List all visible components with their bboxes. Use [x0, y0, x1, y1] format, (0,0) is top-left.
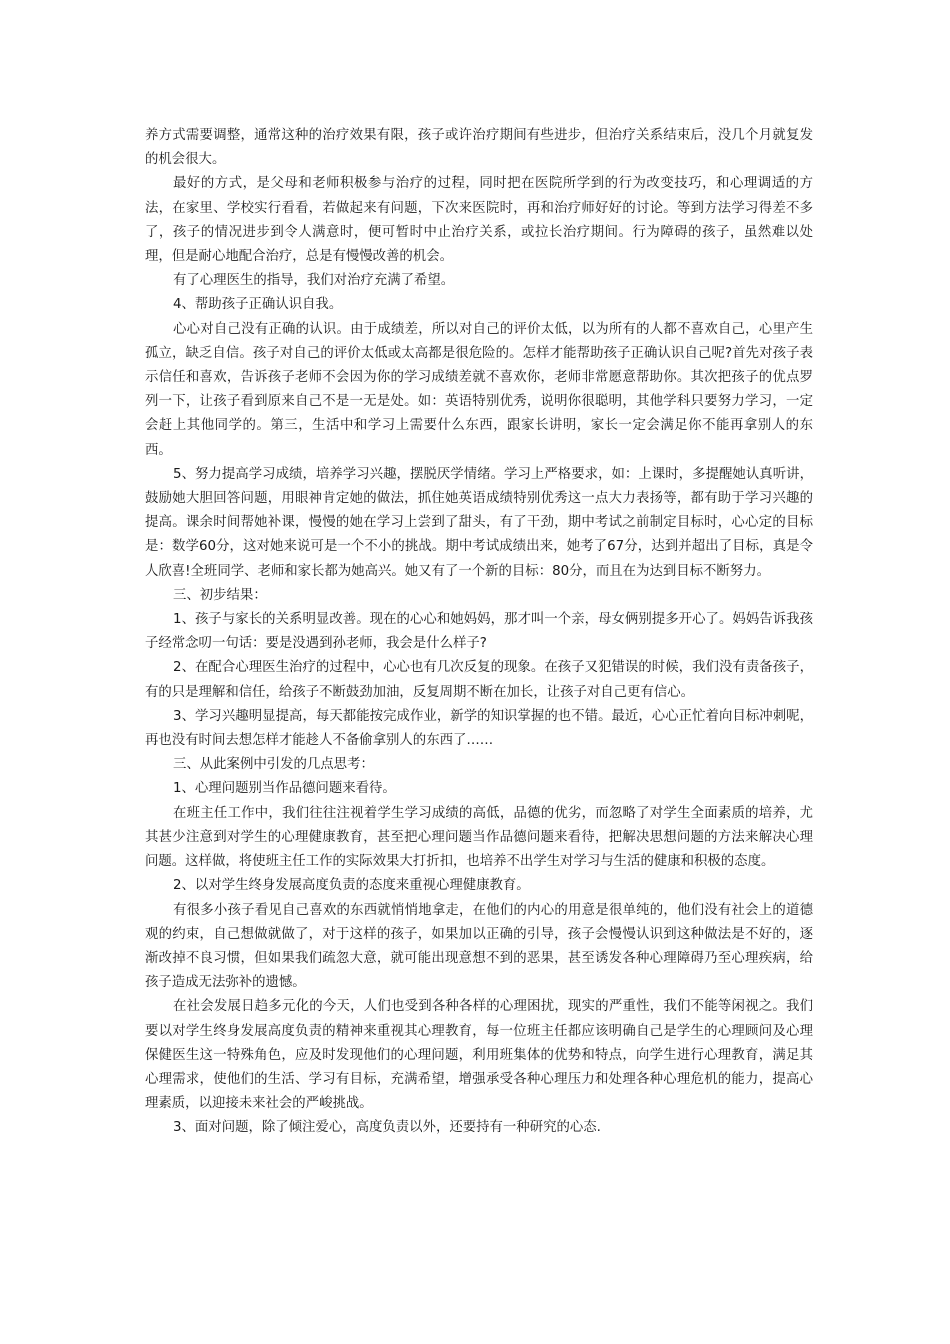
paragraph-continuation: 养方式需要调整，通常这种的治疗效果有限，孩子或许治疗期间有些进步，但治疗关系结束后，没几个月就复发的机会很大。 — [145, 128, 813, 168]
paragraph-self-recognition: 心心对自己没有正确的认识。由于成绩差，所以对自己的评价太低，以为所有的人都不喜欢自己，心里产生孤立，缺乏自信。孩子对自己的评价太低或太高都是很危险的。怎样才能帮助孩子正确认识自己呢?首先对孩子表示信任和喜欢，告诉孩子老师不会因为你的学习成绩差就不喜欢你，老师非常愿意帮助你。其次把孩子的优点罗列一下，让孩子看到原来自己不是一无是处。如：英语特别优秀，说明你很聪明，其他学科只要努力学习，一定会赶上其他同学的。第三，生活中和学习上需要什么东西，跟家长讲明，家长一定会满足你不能再拿别人的东西。 — [145, 321, 813, 458]
paragraph-reflection-1: 在班主任工作中，我们往往注视着学生学习成绩的高低，品德的优劣，而忽略了对学生全面素质的培养，尤其甚少注意到对学生的心理健康教育，甚至把心理问题当作品德问题来看待，把解决思想问题的方法来解决心理问题。这样做，将使班主任工作的实际效果大打折扣，也培养不出学生对学习与生活的健康和积极的态度。 — [145, 805, 813, 870]
paragraph-reflection-2b: 在社会发展日趋多元化的今天，人们也受到各种各样的心理困扰，现实的严重性，我们不能等闲视之。我们要以对学生终身发展高度负责的精神来重视其心理教育，每一位班主任都应该明确自己是学生的心理顾问及心理保健医生这一特殊角色，应及时发现他们的心理问题，利用班集体的优势和特点，向学生进行心理教育，满足其心理需求，使他们的生活、学习有目标，充满希望，增强承受各种心理压力和处理各种心理危机的能力，提高心理素质，以迎接未来社会的严峻挑战。 — [145, 999, 813, 1112]
paragraph-result-3: 3、学习兴趣明显提高，每天都能按完成作业，新学的知识掌握的也不错。最近，心心正忙着向目标冲刺呢，再也没有时间去想怎样才能趁人不备偷拿别人的东西了…… — [145, 708, 813, 749]
paragraph-hope: 有了心理医生的指导，我们对治疗充满了希望。 — [173, 273, 455, 289]
paragraph-result-1: 1、孩子与家长的关系明显改善。现在的心心和她妈妈，那才叫一个亲，母女俩别提多开心了。妈妈告诉我孩子经常念叨一句话：要是没遇到孙老师，我会是什么样子? — [145, 612, 813, 652]
document-body — [145, 124, 813, 1141]
heading-preliminary-results: 三、初步结果： — [173, 587, 267, 603]
paragraph-step-5: 5、努力提高学习成绩，培养学习兴趣，摆脱厌学情绪。学习上严格要求，如：上课时，多提醒她认真听讲，鼓励她大胆回答问题，用眼神肯定她的做法，抓住她英语成绩特别优秀这一点大力表扬等，都有助于学习兴趣的提高。课余时间帮她补课，慢慢的她在学习上尝到了甜头，有了干劲，期中考试之前制定目标时，心心定的目标是：数学60分，这对她来说可是一个不小的挑战。期中考试成绩出来，她考了67分，达到并超出了目标，真是令人欣喜!全班同学、老师和家长都为她高兴。她又有了一个新的目标：80分，而且在为达到目标不断努力。 — [145, 466, 813, 579]
heading-step-4: 4、帮助孩子正确认识自我。 — [173, 297, 343, 313]
heading-reflection-1: 1、心理问题别当作品德问题来看待。 — [173, 781, 396, 797]
heading-reflection-3: 3、面对问题，除了倾注爱心，高度负责以外，还要持有一种研究的心态. — [173, 1120, 601, 1136]
heading-reflection-2: 2、以对学生终身发展高度负责的态度来重视心理健康教育。 — [173, 878, 530, 894]
paragraph-result-2: 2、在配合心理医生治疗的过程中，心心也有几次反复的现象。在孩子又犯错误的时候，我们没有责备孩子，有的只是理解和信任，给孩子不断鼓劲加油，反复周期不断在加长，让孩子对自己更有信心。 — [145, 660, 813, 700]
heading-reflections: 三、从此案例中引发的几点思考： — [173, 757, 374, 773]
paragraph-best-approach: 最好的方式，是父母和老师积极参与治疗的过程，同时把在医院所学到的行为改变技巧，和心理调适的方法，在家里、学校实行看看，若做起来有问题，下次来医院时，再和治疗师好好的讨论。等到方法学习得差不多了，孩子的情况进步到令人满意时，便可暂时中止治疗关系，或拉长治疗期间。行为障碍的孩子，虽然难以处理，但是耐心地配合治疗，总是有慢慢改善的机会。 — [145, 176, 813, 265]
paragraph-reflection-2a: 有很多小孩子看见自己喜欢的东西就悄悄地拿走，在他们的内心的用意是很单纯的，他们没有社会上的道德观的约束，自己想做就做了，对于这样的孩子，如果加以正确的引导，孩子会慢慢认识到这种做法是不好的，逐渐改掉不良习惯，但如果我们疏忽大意，就可能出现意想不到的恶果，甚至诱发各种心理障碍乃至心理疾病，给孩子造成无法弥补的遗憾。 — [145, 902, 813, 991]
